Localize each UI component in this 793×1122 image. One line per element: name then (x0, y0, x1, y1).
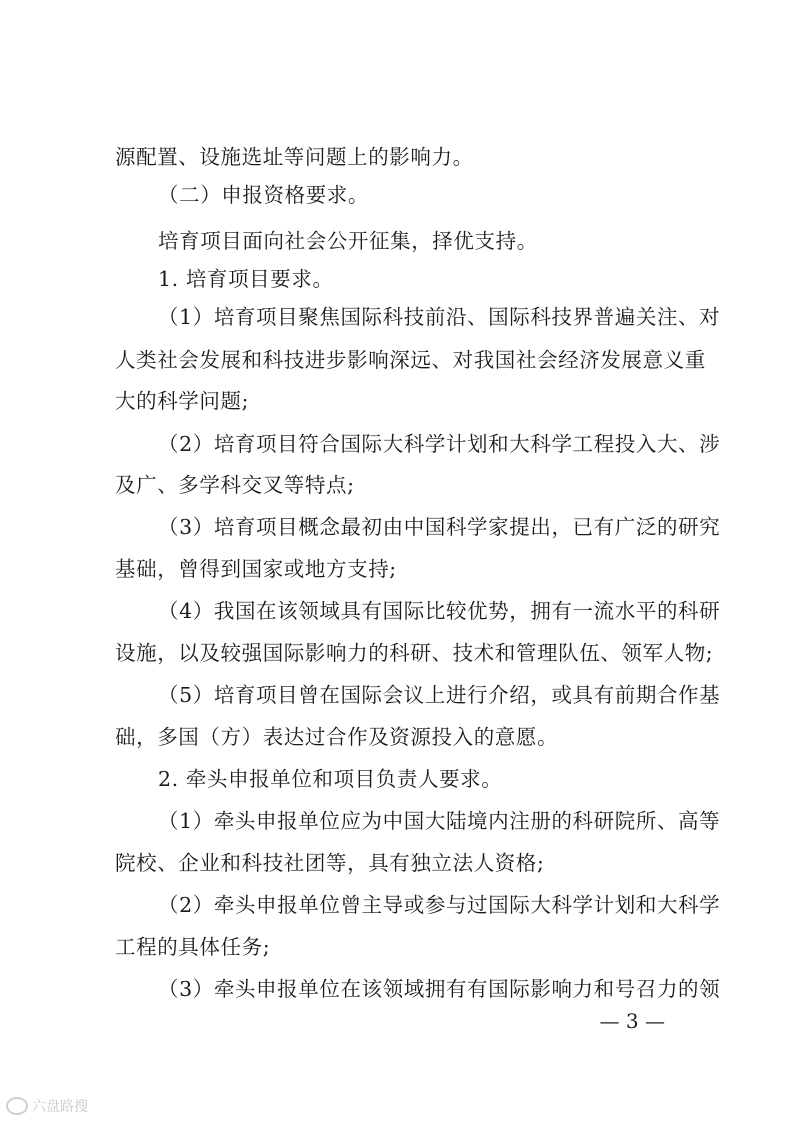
text-line: （2）牵头申报单位曾主导或参与过国际大科学计划和大科学 (158, 893, 721, 917)
watermark-logo-icon (6, 1097, 28, 1115)
text-line: （1）牵头申报单位应为中国大陆境内注册的科研院所、高等 (158, 809, 721, 833)
text-line: 基础，曾得到国家或地方支持; (115, 557, 397, 581)
subsection-heading: 1. 培育项目要求。 (158, 267, 334, 291)
text-line: 工程的具体任务; (115, 935, 271, 959)
watermark-text: 六盘路搜 (32, 1099, 88, 1115)
watermark (6, 1096, 88, 1116)
text-line: 设施，以及较强国际影响力的科研、技术和管理队伍、领军人物; (115, 641, 714, 665)
text-line: （2）培育项目符合国际大科学计划和大科学工程投入大、涉 (158, 432, 721, 456)
text-line: （4）我国在该领域具有国际比较优势，拥有一流水平的科研 (158, 599, 721, 623)
section-heading: （二）申报资格要求。 (158, 183, 369, 207)
text-line: 源配置、设施选址等问题上的影响力。 (115, 145, 474, 169)
text-line: 人类社会发展和科技进步影响深远、对我国社会经济发展意义重 (115, 348, 706, 372)
text-line: 培育项目面向社会公开征集，择优支持。 (158, 229, 538, 253)
page-number: — 3 — (599, 1009, 665, 1033)
text-line: 大的科学问题; (115, 389, 250, 413)
text-line: 院校、企业和科技社团等，具有独立法人资格; (115, 851, 545, 875)
text-line: （1）培育项目聚焦国际科技前沿、国际科技界普遍关注、对 (158, 305, 721, 329)
text-line: 础，多国（方）表达过合作及资源投入的意愿。 (115, 725, 559, 749)
text-line: 及广、多学科交叉等特点; (115, 473, 355, 497)
text-line: （3）培育项目概念最初由中国科学家提出，已有广泛的研究 (158, 515, 721, 539)
subsection-heading: 2. 牵头申报单位和项目负责人要求。 (158, 767, 503, 791)
text-line: （5）培育项目曾在国际会议上进行介绍，或具有前期合作基 (158, 683, 721, 707)
text-line: （3）牵头申报单位在该领域拥有有国际影响力和号召力的领 (158, 977, 721, 1001)
